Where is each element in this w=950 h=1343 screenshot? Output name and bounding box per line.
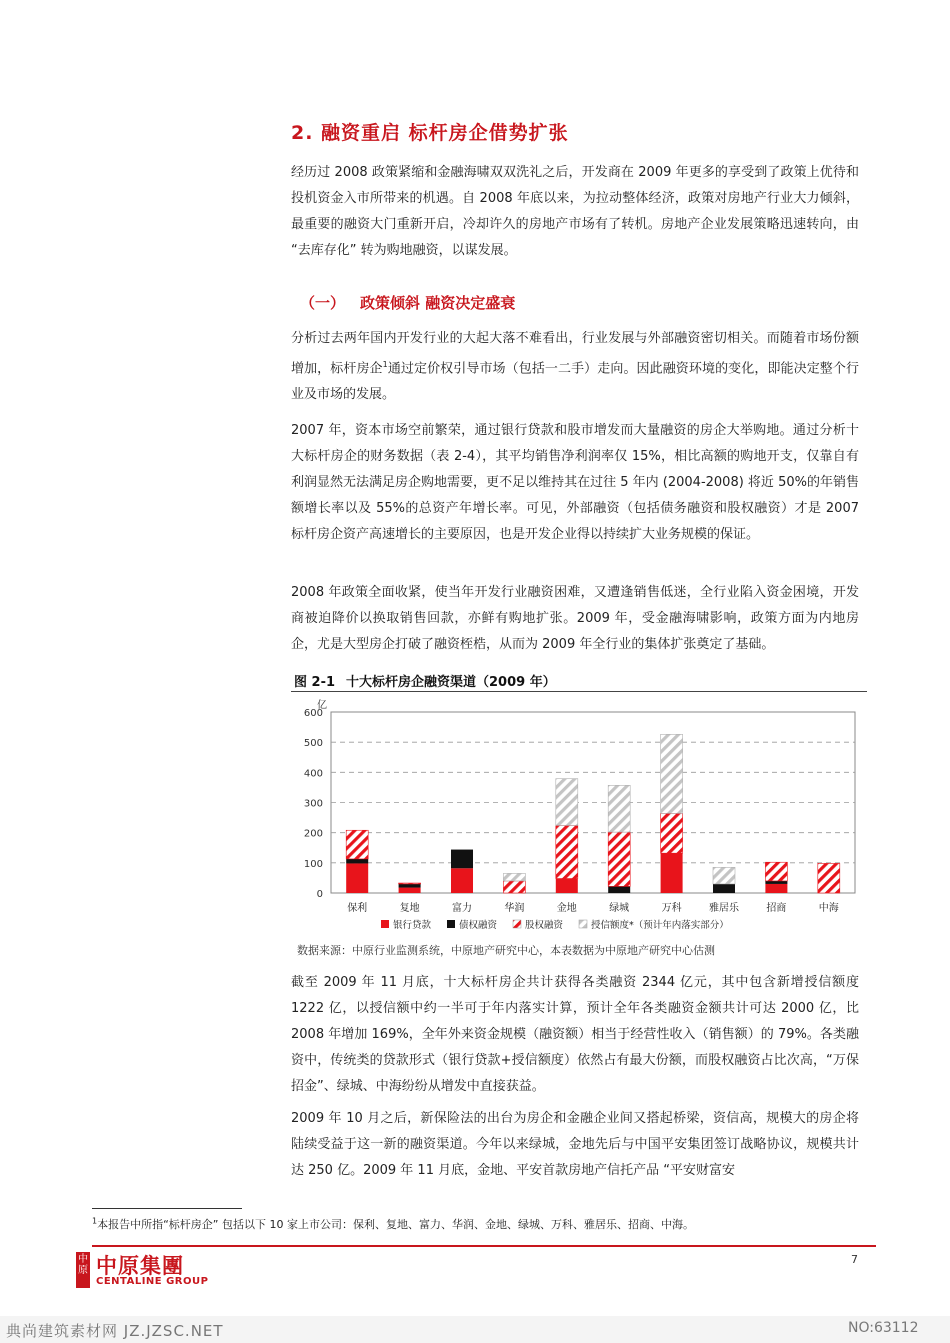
bar-segment <box>556 825 578 878</box>
bar-segment <box>556 879 578 893</box>
legend-swatch <box>579 920 587 928</box>
bar-segment <box>399 888 421 893</box>
x-tick-label: 复地 <box>399 903 420 914</box>
y-axis-label: 亿 <box>317 700 327 711</box>
paragraph-intro: 经历过 2008 政策紧缩和金融海啸双双洗礼之后，开发商在 2009 年更多的享受到了政策上优待和投机资金入市所带来的机遇。自 2008 年底以来，为拉动整体经济，政策对房地产行业大力倾斜，最重要的融资大门重新开启，冷却许久的房地产市场有了转机。房地产企业发展策略迅速转向，由 “去库存化” 转为购地融资，以谋发展。 <box>291 165 859 258</box>
x-tick-label: 雅居乐 <box>709 903 739 914</box>
bar-segment <box>661 734 683 813</box>
x-tick-label: 保利 <box>347 903 368 914</box>
legend-label: 授信额度*（预计年内落实部分） <box>591 920 729 931</box>
y-tick-label: 400 <box>303 768 323 780</box>
legend-label: 债权融资 <box>459 920 498 931</box>
x-tick-label: 招商 <box>766 903 787 914</box>
paragraph-2008: 2008 年政策全面收紧，使当年开发行业融资困难，又遭逢销售低迷，全行业陷入资金困境，开发商被迫降价以换取销售回款，亦鲜有购地扩张。2009 年，受金融海啸影响，政策方面为内地房企，尤是大型房企打破了融资桎梏，从而为 2009 年全行业的集体扩张奠定了基础。 <box>291 585 859 652</box>
y-tick-label: 0 <box>316 889 323 900</box>
footnote <box>92 1216 694 1232</box>
footer-rule <box>92 1245 876 1247</box>
x-tick-label: 华润 <box>504 903 525 914</box>
bar-segment <box>713 884 735 893</box>
bar-segment <box>765 862 787 881</box>
subsection-heading <box>300 292 515 313</box>
footnote-ref[interactable]: 1 <box>382 360 388 369</box>
bar-segment <box>451 850 473 869</box>
page-number: 7 <box>851 1253 858 1266</box>
bar-segment <box>818 863 840 893</box>
footnote-rule <box>92 1208 242 1209</box>
y-tick-label: 100 <box>303 858 323 870</box>
y-tick-label: 500 <box>303 738 323 750</box>
bar-segment <box>503 873 525 881</box>
watermark-site: 典尚建筑素材网 JZ.JZSC.NET <box>6 1322 224 1340</box>
legend-label: 股权融资 <box>525 920 564 931</box>
x-tick-label: 金地 <box>556 903 577 914</box>
legend-label: 银行贷款 <box>393 920 432 931</box>
y-tick-label: 300 <box>303 798 323 810</box>
bar-segment <box>399 884 421 888</box>
paragraph-market-text-b: 通过定价权引导市场（包括一二手）走向。因此融资环境的变化，即能决定整个行业及市场的发展。 <box>291 361 859 403</box>
paragraph-market-text-a: 分析过去两年国内开发行业的大起大落不难看出，行业发展与外部融资密切相关。而随着市场份额增加，标杆房企 <box>291 331 859 377</box>
bar-segment <box>765 881 787 884</box>
bar-segment <box>399 883 421 884</box>
x-tick-label: 万科 <box>661 903 682 914</box>
footnote-marker: 1 <box>92 1216 98 1226</box>
bar-segment <box>661 813 683 853</box>
subsection-number: （一） <box>300 294 346 312</box>
footnote-text: 本报告中所指“标杆房企” 包括以下 10 家上市公司：保利、复地、富力、华润、金地、绿城、万科、雅居乐、招商、中海。 <box>97 1218 694 1231</box>
figure-caption: 十大标杆房企融资渠道（2009 年） <box>346 675 556 690</box>
x-tick-label: 富力 <box>452 903 472 914</box>
bar-segment <box>451 868 473 893</box>
bar-segment <box>346 830 368 859</box>
bar-segment <box>503 881 525 893</box>
paragraph-insurance: 2009 年 10 月之后，新保险法的出台为房企和金融企业间又搭起桥梁，资信高，规模大的房企将陆续受益于这一新的融资渠道。今年以来绿城，金地先后与中国平安集团签订战略协议，规模共计达 250 亿。2009 年 11 月底，金地、平安首款房地产信托产品 “平安财富安 <box>291 1111 859 1178</box>
bar-segment <box>661 853 683 893</box>
centaline-logo <box>76 1250 236 1290</box>
bar-segment <box>346 859 368 864</box>
watermark-id: NO:63112 <box>848 1320 919 1336</box>
chart-svg <box>291 694 867 938</box>
legend-swatch <box>513 920 521 928</box>
bar-segment <box>556 779 578 826</box>
figure-number: 图 2-1 <box>294 675 336 690</box>
legend-swatch <box>447 920 455 928</box>
data-source-note: 数据来源：中原行业监测系统，中原地产研究中心，本表数据为中原地产研究中心估测 <box>297 944 715 957</box>
paragraph-summary: 截至 2009 年 11 月底，十大标杆房企共计获得各类融资 2344 亿元，其中包含新增授信额度 1222 亿，以授信额中约一半可于年内落实计算，预计全年各类融资金额共计可达 2000 亿，比 2008 年增加 169%，全年外来资金规模（融资额）相当于经营性收入（销售额）的 79%。各类融资中，传统类的贷款形式（银行贷款+授信额度）依然占有最大份额，而股权融资占比次高，“万保招金”、绿城、中海纷纷从增发中直接获益。 <box>291 975 859 1094</box>
section-heading: 2. 融资重启 标杆房企借势扩张 <box>291 122 569 144</box>
bar-segment <box>713 867 735 884</box>
logo-chinese: 中原集團 <box>96 1254 184 1278</box>
y-tick-label: 600 <box>303 708 323 719</box>
bar-segment <box>608 785 630 832</box>
logo-english: CENTALINE GROUP <box>96 1276 209 1287</box>
x-tick-label: 绿城 <box>609 903 630 914</box>
figure-title <box>294 671 556 690</box>
bar-segment <box>765 884 787 893</box>
bar-segment <box>346 863 368 893</box>
bar-segment <box>608 832 630 886</box>
x-tick-label: 中海 <box>818 903 839 914</box>
logo-seal: 中原 <box>76 1252 90 1288</box>
paragraph-2007: 2007 年，资本市场空前繁荣，通过银行贷款和股市增发而大量融资的房企大举购地。通过分析十大标杆房企的财务数据（表 2-4），其平均销售净利润率仅 15%，相比高额的购地开支，仅靠自有利润显然无法满足房企购地需要，更不足以维持其在过往 5 年内 (2004-2008) 将近 50%的年销售额增长率以及 55%的总资产年增长率。可见，外部融资（包括债务融资和股权融资）才是 2007 标杆房企资产高速增长的主要原因，也是开发企业得以持续扩大业务规模的保证。 <box>291 423 859 542</box>
financing-chart <box>291 694 867 938</box>
bar-segment <box>608 886 630 893</box>
legend-swatch <box>381 920 389 928</box>
paragraph-market <box>291 326 859 408</box>
figure-rule <box>291 691 867 692</box>
y-tick-label: 200 <box>303 828 323 840</box>
subsection-title: 政策倾斜 融资决定盛衰 <box>360 294 516 312</box>
